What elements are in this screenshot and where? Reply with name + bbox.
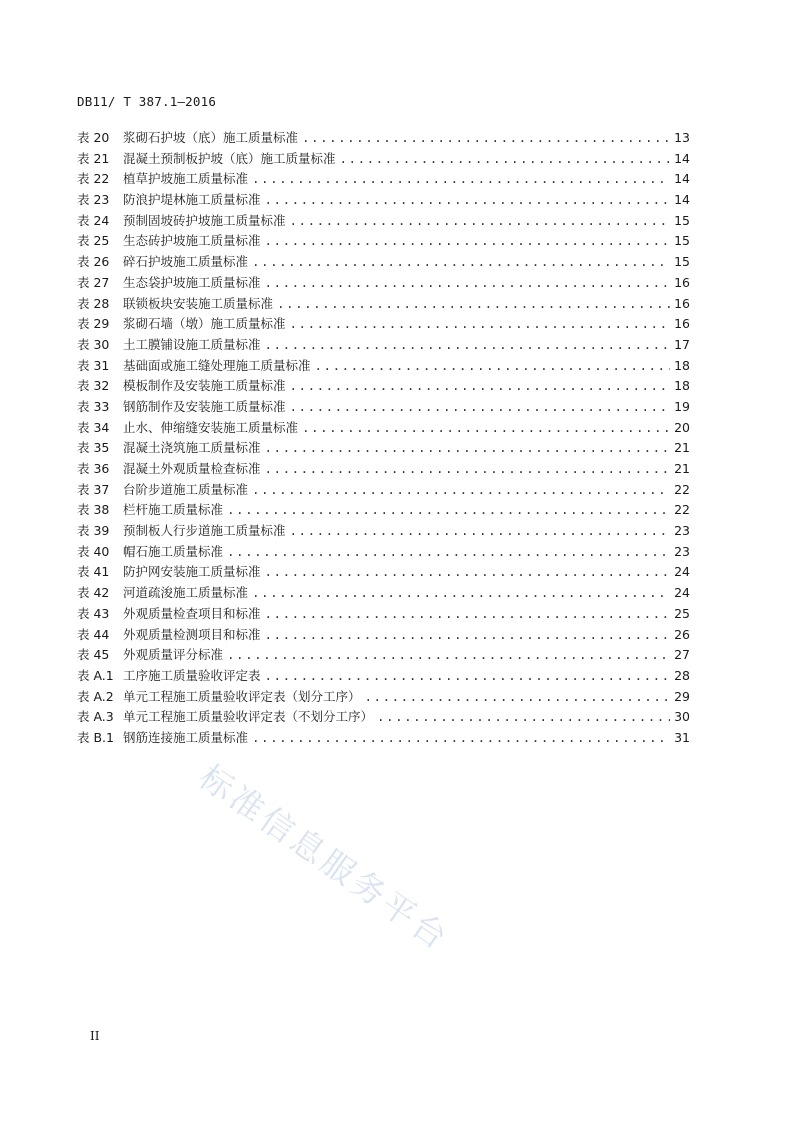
- toc-dot-leader: [227, 645, 670, 666]
- toc-entry[interactable]: [77, 438, 690, 459]
- toc-entry-number: 表 36: [77, 461, 110, 476]
- toc-dot-leader: [265, 625, 670, 646]
- toc-entry-title: 基础面或施工缝处理施工质量标准: [123, 357, 311, 373]
- toc-dot-leader: [290, 397, 670, 418]
- toc-dot-leader: [265, 604, 670, 625]
- toc-dot-leader: [277, 294, 670, 315]
- toc-entry[interactable]: [77, 335, 690, 356]
- toc-dot-leader: [290, 521, 670, 542]
- toc-entry[interactable]: [77, 211, 690, 232]
- toc-dot-leader: [377, 707, 670, 728]
- watermark: 标准信息服务平台: [192, 756, 458, 959]
- toc-entry-number: 表 24: [77, 212, 110, 228]
- toc-entry-number: 表 43: [77, 605, 110, 621]
- toc-entry-number: 表 32: [77, 378, 110, 394]
- toc-entry-number: 表 29: [77, 316, 110, 332]
- toc-dot-leader: [265, 438, 670, 459]
- toc-entry-title: 栏杆施工质量标准: [123, 502, 224, 518]
- toc-entry-page: 15: [674, 233, 690, 249]
- table-of-contents: [77, 128, 690, 749]
- toc-entry[interactable]: [77, 376, 690, 397]
- toc-entry-number: 表 23: [77, 192, 110, 208]
- toc-entry-title: 土工膜铺设施工质量标准: [123, 336, 261, 352]
- toc-dot-leader: [227, 542, 670, 563]
- toc-dot-leader: [252, 169, 670, 190]
- toc-entry-title: 碎石护坡施工质量标准: [123, 254, 249, 270]
- toc-entry-page: 19: [674, 398, 690, 414]
- toc-entry[interactable]: [77, 645, 690, 666]
- toc-entry-page: 29: [674, 688, 690, 704]
- toc-dot-leader: [265, 666, 670, 687]
- toc-entry-number: 表 20: [77, 130, 110, 145]
- toc-entry[interactable]: [77, 314, 690, 335]
- toc-entry-title: 防护网安装施工质量标准: [123, 564, 261, 580]
- toc-entry-page: 21: [674, 461, 690, 476]
- toc-entry-page: 16: [674, 295, 690, 311]
- toc-entry-title: 联锁板块安装施工质量标准: [123, 295, 274, 311]
- toc-entry-page: 13: [674, 130, 690, 145]
- toc-entry-number: 表 33: [77, 398, 110, 414]
- toc-entry-page: 24: [674, 585, 690, 601]
- toc-entry-title: 混凝土浇筑施工质量标准: [123, 440, 261, 456]
- toc-entry-title: 预制固坡砖护坡施工质量标准: [123, 212, 286, 228]
- toc-entry[interactable]: [77, 480, 690, 501]
- toc-dot-leader: [252, 583, 670, 604]
- toc-entry-number: 表 21: [77, 150, 110, 166]
- toc-dot-leader: [265, 459, 670, 480]
- toc-entry[interactable]: [77, 562, 690, 583]
- toc-dot-leader: [290, 314, 670, 335]
- toc-dot-leader: [227, 500, 670, 521]
- toc-entry-page: 21: [674, 440, 690, 456]
- toc-entry-number: 表 22: [77, 171, 110, 187]
- page-number: II: [90, 1029, 100, 1043]
- toc-entry[interactable]: [77, 169, 690, 190]
- toc-entry-page: 20: [674, 419, 690, 435]
- toc-entry-number: 表 44: [77, 626, 110, 642]
- toc-entry[interactable]: [77, 252, 690, 273]
- toc-entry[interactable]: [77, 356, 690, 377]
- toc-entry[interactable]: [77, 418, 690, 439]
- toc-entry-title: 单元工程施工质量验收评定表（划分工序）: [123, 688, 361, 704]
- toc-dot-leader: [290, 376, 670, 397]
- toc-dot-leader: [315, 356, 670, 377]
- toc-entry-title: 工序施工质量验收评定表: [123, 667, 261, 683]
- toc-entry-title: 混凝土外观质量检查标准: [123, 461, 261, 476]
- toc-entry[interactable]: [77, 521, 690, 542]
- toc-entry-page: 25: [674, 605, 690, 621]
- toc-entry[interactable]: [77, 707, 690, 728]
- toc-entry-number: 表 A.1: [77, 667, 114, 683]
- toc-entry-number: 表 31: [77, 357, 110, 373]
- toc-entry[interactable]: [77, 583, 690, 604]
- toc-entry-page: 22: [674, 481, 690, 497]
- toc-entry-page: 15: [674, 254, 690, 270]
- toc-entry[interactable]: [77, 231, 690, 252]
- toc-entry-page: 30: [674, 709, 690, 725]
- toc-entry-number: 表 A.3: [77, 709, 114, 725]
- toc-entry-page: 15: [674, 212, 690, 228]
- toc-dot-leader: [252, 728, 670, 749]
- toc-dot-leader: [265, 335, 670, 356]
- toc-entry[interactable]: [77, 625, 690, 646]
- toc-entry-title: 钢筋制作及安装施工质量标准: [123, 398, 286, 414]
- toc-entry-title: 钢筋连接施工质量标准: [123, 729, 249, 745]
- toc-dot-leader: [265, 562, 670, 583]
- toc-entry-page: 16: [674, 274, 690, 290]
- toc-entry-title: 外观质量评分标准: [123, 647, 224, 663]
- toc-entry-number: 表 42: [77, 585, 110, 601]
- document-code: DB11/ T 387.1—2016: [77, 94, 217, 109]
- toc-entry-number: 表 27: [77, 274, 110, 290]
- toc-entry-page: 26: [674, 626, 690, 642]
- toc-entry-number: 表 26: [77, 254, 110, 270]
- toc-entry-page: 14: [674, 171, 690, 187]
- toc-entry-number: 表 40: [77, 543, 110, 559]
- toc-entry-title: 外观质量检测项目和标准: [123, 626, 261, 642]
- toc-entry-title: 防浪护堤林施工质量标准: [123, 192, 261, 208]
- toc-entry-page: 18: [674, 357, 690, 373]
- toc-entry-number: 表 25: [77, 233, 110, 249]
- toc-entry[interactable]: [77, 149, 690, 170]
- toc-entry-page: 18: [674, 378, 690, 394]
- toc-entry[interactable]: [77, 294, 690, 315]
- toc-entry[interactable]: [77, 397, 690, 418]
- toc-entry-page: 28: [674, 667, 690, 683]
- toc-entry-number: 表 B.1: [77, 729, 114, 745]
- toc-entry-title: 外观质量检查项目和标准: [123, 605, 261, 621]
- toc-entry-title: 生态砖护坡施工质量标准: [123, 233, 261, 249]
- toc-entry-number: 表 34: [77, 419, 110, 435]
- toc-entry-page: 27: [674, 647, 690, 663]
- toc-entry-page: 14: [674, 192, 690, 208]
- toc-entry-page: 23: [674, 543, 690, 559]
- toc-entry-title: 止水、伸缩缝安装施工质量标准: [123, 419, 299, 435]
- toc-entry-number: 表 28: [77, 295, 110, 311]
- toc-dot-leader: [252, 252, 670, 273]
- toc-entry[interactable]: [77, 190, 690, 211]
- toc-dot-leader: [365, 687, 670, 708]
- toc-entry-title: 浆砌石墙（墩）施工质量标准: [123, 316, 286, 332]
- toc-entry[interactable]: [77, 273, 690, 294]
- toc-dot-leader: [302, 128, 670, 149]
- toc-entry-title: 模板制作及安装施工质量标准: [123, 378, 286, 394]
- toc-dot-leader: [290, 211, 670, 232]
- toc-entry-title: 单元工程施工质量验收评定表（不划分工序）: [123, 709, 374, 725]
- toc-entry-number: 表 30: [77, 336, 110, 352]
- toc-entry-number: 表 35: [77, 440, 110, 456]
- toc-entry[interactable]: [77, 500, 690, 521]
- toc-entry-title: 河道疏浚施工质量标准: [123, 585, 249, 601]
- toc-entry-number: 表 41: [77, 564, 110, 580]
- toc-dot-leader: [340, 149, 670, 170]
- toc-entry-title: 混凝土预制板护坡（底）施工质量标准: [123, 150, 336, 166]
- toc-entry-page: 14: [674, 150, 690, 166]
- toc-dot-leader: [252, 480, 670, 501]
- toc-entry-title: 生态袋护坡施工质量标准: [123, 274, 261, 290]
- toc-entry-number: 表 45: [77, 647, 110, 663]
- toc-dot-leader: [265, 190, 670, 211]
- toc-entry-page: 23: [674, 523, 690, 539]
- toc-entry-title: 预制板人行步道施工质量标准: [123, 523, 286, 539]
- toc-entry[interactable]: [77, 728, 690, 749]
- toc-entry-title: 浆砌石护坡（底）施工质量标准: [123, 130, 299, 145]
- toc-dot-leader: [265, 231, 670, 252]
- toc-entry-number: 表 37: [77, 481, 110, 497]
- toc-entry-page: 22: [674, 502, 690, 518]
- toc-entry-page: 17: [674, 336, 690, 352]
- toc-entry-title: 台阶步道施工质量标准: [123, 481, 249, 497]
- toc-entry[interactable]: [77, 128, 690, 149]
- toc-entry-page: 16: [674, 316, 690, 332]
- toc-entry-page: 31: [674, 729, 690, 745]
- toc-dot-leader: [302, 418, 670, 439]
- toc-entry-number: 表 39: [77, 523, 110, 539]
- toc-entry-page: 24: [674, 564, 690, 580]
- toc-entry-title: 植草护坡施工质量标准: [123, 171, 249, 187]
- toc-entry[interactable]: [77, 459, 690, 480]
- toc-entry[interactable]: [77, 542, 690, 563]
- toc-dot-leader: [265, 273, 670, 294]
- toc-entry-title: 帽石施工质量标准: [123, 543, 224, 559]
- toc-entry-number: 表 A.2: [77, 688, 114, 704]
- toc-entry[interactable]: [77, 666, 690, 687]
- toc-entry-number: 表 38: [77, 502, 110, 518]
- toc-entry[interactable]: [77, 604, 690, 625]
- toc-entry[interactable]: [77, 687, 690, 708]
